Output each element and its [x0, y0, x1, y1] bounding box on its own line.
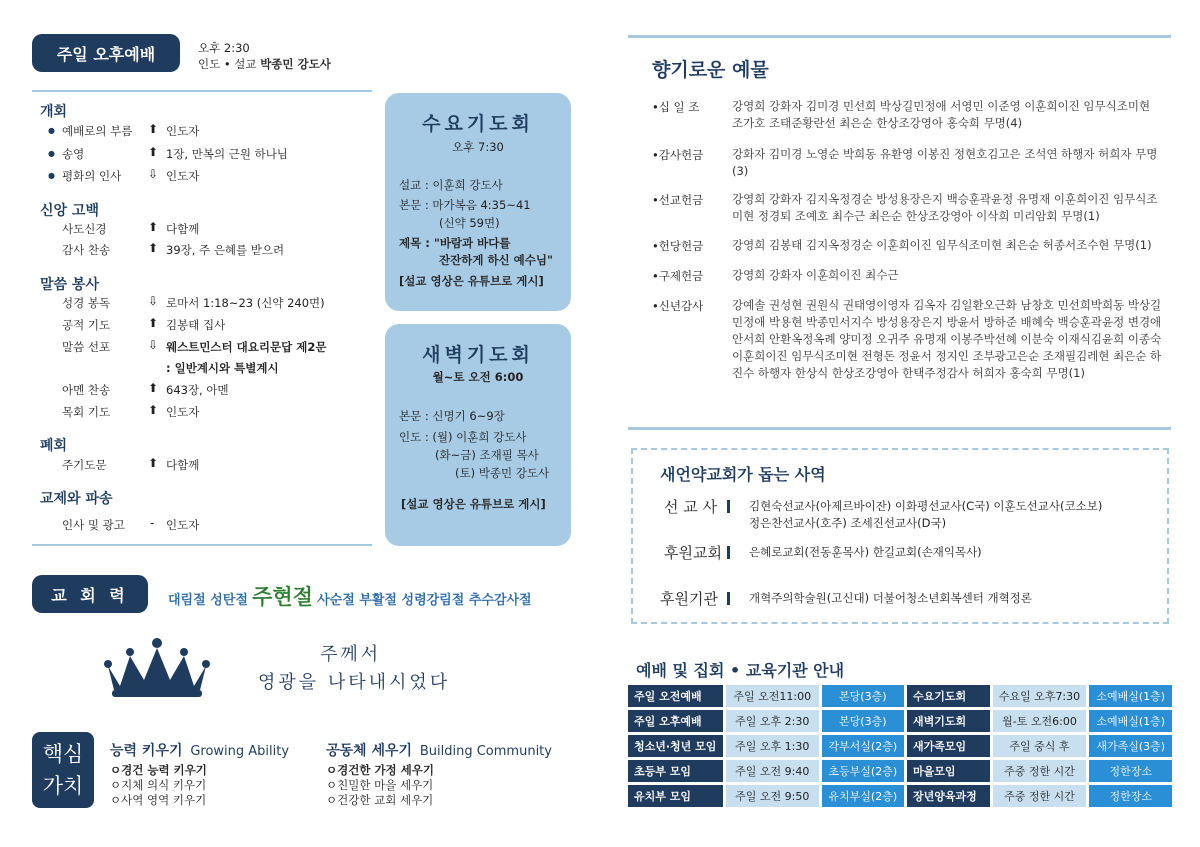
wednesday-text-2: (신약 59면) [439, 216, 500, 230]
prayer-label: 공적 기도 [62, 318, 111, 332]
pastoral-value: 인도자 [166, 405, 200, 419]
prayer-mark: ⬆ [148, 316, 159, 330]
schedule-cell: 소예배실(1층) [1089, 710, 1172, 732]
sermon-mark: ⇩ [148, 338, 159, 352]
schedule-title: 예배 및 집회 • 교육기관 안내 [636, 661, 845, 680]
reading-mark: ⇩ [148, 294, 159, 308]
section-creed: 신앙 고백 [40, 203, 99, 219]
dedication-names: 강영희 김봉태 김지옥정경순 이훈희이진 임무식조미현 최은순 허종서조수현 무명(1) [732, 238, 1152, 252]
value-a-3: ㅇ사역 영역 키우기 [110, 793, 207, 807]
amen-mark: ⬆ [148, 381, 159, 395]
welcome-value: 인도자 [166, 124, 200, 138]
missionary-line-2: 정은찬선교사(호주) 조세진선교사(D국) [749, 516, 947, 530]
pastoral-label: 목회 기도 [62, 405, 111, 419]
divider-bottom-left [32, 544, 372, 546]
praise-mark: ⬆ [148, 241, 159, 255]
supported-church-label: 후원교회 [664, 544, 722, 562]
lords-label: 주기도문 [62, 458, 107, 472]
schedule-cell: 청소년·청년 모임 [628, 735, 723, 757]
schedule-cell: 새가족실(3층) [1089, 735, 1172, 757]
value-b-2: ㅇ친밀한 마을 세우기 [326, 778, 434, 792]
schedule-cell: 주일 오후 2:30 [726, 710, 819, 732]
praise-label: 감사 찬송 [62, 243, 111, 257]
schedule-cell: 초등부실(2층) [822, 760, 905, 782]
wednesday-text: 본문 : 마가복음 4:35~41 [399, 198, 531, 212]
sermon-value: 웨스트민스터 대요리문답 제2문 [166, 340, 327, 354]
wednesday-topic: 제목 : "바람과 바다를 [399, 236, 511, 250]
sunday-pm-title: 주일 오후예배 [56, 44, 156, 64]
missionary-bar [727, 500, 730, 513]
dawn-lead-1: 인도 : (월) 이훈희 강도사 [399, 430, 527, 444]
wednesday-topic-2: 잔잔하게 하신 예수님" [439, 253, 553, 267]
wednesday-title: 수요기도회 [422, 113, 534, 135]
wednesday-box [385, 93, 571, 311]
schedule-cell: 본당(3층) [822, 710, 905, 732]
thanks-names: 강화자 김미경 노영순 박희동 유환영 이봉진 정현호김고은 조석연 하행자 허희자 무명(3) [732, 147, 1158, 178]
creed-value: 다함께 [166, 222, 200, 236]
season-current: 주현절 [252, 585, 313, 609]
schedule-cell: 유치부실(2층) [822, 785, 905, 807]
schedule-cell: 정한장소 [1089, 760, 1172, 782]
greet-mark: - [150, 516, 155, 530]
newyear-label: •신년감사 [652, 299, 704, 313]
schedule-cell: 월-토 오전6:00 [993, 710, 1087, 732]
schedule-cell: 주일 오전 9:50 [726, 785, 819, 807]
value-b-heading [326, 740, 552, 760]
missionary-line-1: 김현숙선교사(아제르바이잔) 이화평선교사(C국) 이훈도선교사(코소보) [749, 499, 1103, 513]
schedule-cell: 초등부 모임 [628, 760, 723, 782]
schedule-cell: 본당(3층) [822, 685, 905, 707]
value-b-english: Building Community [419, 744, 552, 759]
table-row [628, 735, 1172, 757]
missions-title: 새언약교회가 돕는 사역 [660, 465, 826, 484]
dawn-text: 본문 : 신명기 6~9장 [399, 409, 505, 423]
dawn-lead-2: (화~금) 조재필 목사 [435, 448, 539, 462]
wednesday-preacher: 설교 : 이훈희 강도사 [399, 178, 503, 192]
core-values-badge [32, 732, 94, 808]
section-word: 말씀 봉사 [40, 277, 99, 293]
dawn-time: 월~토 오전 6:00 [432, 370, 524, 384]
schedule-cell: 주일 오후 1:30 [726, 735, 819, 757]
schedule-cell: 정한장소 [1089, 785, 1172, 807]
schedule-cell: 주중 정한 시간 [993, 760, 1087, 782]
slogan-line-1: 주께서 [320, 644, 382, 665]
value-a-title: 능력 키우기 [110, 743, 183, 759]
schedule-table [625, 682, 1175, 810]
dawn-note: [설교 영상은 유튜브로 게시] [401, 497, 546, 511]
schedule-cell: 새벽기도회 [907, 710, 990, 732]
slogan-line-2: 영광을 나타내시었다 [258, 672, 451, 693]
divider-mid-right [628, 427, 1171, 430]
schedule-cell: 새가족모임 [907, 735, 990, 757]
praise-value: 39장, 주 은혜를 받으려 [166, 243, 285, 257]
schedule-cell: 주일 오전11:00 [726, 685, 819, 707]
welcome-label: ● 예배로의 부름 [62, 123, 132, 139]
mission-offering-label: •선교헌금 [652, 193, 704, 207]
wednesday-note: [설교 영상은 유튜브로 게시] [399, 274, 544, 288]
greet-value: 인도자 [166, 518, 200, 532]
schedule-cell: 주일 중식 후 [993, 735, 1087, 757]
supported-church-text: 은혜로교회(전동훈목사) 한길교회(손재익목사) [749, 545, 982, 559]
table-row [628, 785, 1172, 807]
officiant-prefix: 인도 • 설교 [198, 57, 257, 71]
amen-value: 643장, 아멘 [166, 383, 229, 397]
section-fellowship: 교제와 파송 [40, 491, 113, 507]
sermon-label: 말씀 선포 [62, 340, 111, 354]
supported-org-label: 후원기관 [660, 590, 718, 608]
schedule-cell: 각부서실(2층) [822, 735, 905, 757]
sunday-pm-title-pill [32, 34, 180, 72]
wednesday-time: 오후 7:30 [452, 140, 504, 154]
value-a-english: Growing Ability [190, 744, 290, 759]
thanks-label: •감사헌금 [652, 148, 704, 162]
value-b-3: ㅇ건강한 교회 세우기 [326, 793, 434, 807]
hymn-value: 1장, 만복의 근원 하나님 [166, 147, 288, 161]
dawn-lead-3: (토) 박종민 강도사 [455, 466, 550, 480]
peace-value: 인도자 [166, 169, 200, 183]
hymn-label: ● 송영 [62, 146, 84, 162]
creed-mark: ⬆ [148, 220, 159, 234]
schedule-cell: 주일 오후예배 [628, 710, 723, 732]
schedule-cell: 주일 오전예배 [628, 685, 723, 707]
tithe-label: •십 일 조 [652, 100, 700, 114]
divider-top-left [32, 90, 372, 92]
season-before: 대림절 성탄절 [168, 593, 248, 608]
supported-org-bar [727, 592, 730, 605]
core-values-title-2: 가치 [42, 774, 84, 798]
prayer-value: 김봉태 집사 [166, 318, 226, 332]
value-b-title: 공동체 세우기 [326, 743, 413, 759]
value-a-2: ㅇ지체 의식 키우기 [110, 778, 207, 792]
dawn-box [385, 324, 571, 546]
mission-offering-names: 강영희 강화자 김지옥정경순 방성용장은지 백승훈곽윤정 유명재 이훈희이진 임무식조미현 정경퇴 조예호 최수근 최은순 한상조강영아 이삭희 미리암회 무명(1) [732, 192, 1158, 223]
welcome-mark: ⬆ [148, 122, 159, 136]
table-row [628, 685, 1172, 707]
dedication-label: •헌당헌금 [652, 239, 704, 253]
dawn-title: 새벽기도회 [422, 344, 534, 366]
table-row [628, 760, 1172, 782]
hymn-mark: ⬆ [148, 145, 159, 159]
value-a-heading [110, 740, 289, 760]
schedule-cell: 수요일 오후7:30 [993, 685, 1087, 707]
sunday-pm-officiant [198, 56, 331, 72]
calendar-title: 교 회 력 [51, 585, 129, 605]
supported-org-text: 개혁주의학술원(고신대) 더불어청소년회복센터 개혁정론 [749, 591, 1032, 605]
schedule-cell: 수요기도회 [907, 685, 990, 707]
offerings-title: 향기로운 예물 [652, 59, 769, 81]
value-a-1: ㅇ경건 능력 키우기 [110, 763, 207, 777]
missionary-label: 선 교 사 [664, 498, 718, 516]
section-closing: 폐회 [40, 438, 68, 454]
calendar-seasons [168, 581, 532, 611]
divider-top-right [628, 35, 1171, 38]
season-after: 사순절 부활절 성령강림절 추수감사절 [317, 593, 532, 608]
peace-mark: ⇩ [148, 167, 159, 181]
core-values-title-1: 핵심 [42, 742, 84, 766]
supported-church-bar [727, 546, 730, 559]
lords-mark: ⬆ [148, 456, 159, 470]
amen-label: 아멘 찬송 [62, 383, 111, 397]
schedule-cell: 마을모임 [907, 760, 990, 782]
sunday-pm-time: 오후 2:30 [198, 41, 250, 55]
relief-label: •구제헌금 [652, 269, 704, 283]
crown-icon [100, 636, 214, 698]
reading-value: 로마서 1:18~23 (신약 240면) [166, 296, 325, 310]
table-row [628, 710, 1172, 732]
newyear-names: 강예솔 권성현 권원식 권태영이영자 김옥자 김일환오근화 남창호 민선희박희동 박상길민정애 박용현 박종민서지수 방성용장은지 방윤서 방하준 배혜숙 백승훈곽윤정 변경애 안서희 안환옥정옥례 양미정 오귀주 유명재 이봉주박선혜 이분숙 이재식김윤희 이종숙 이훈희이진 임무식조미현 전형돈 정윤서 정지인 조부광고은순 조재필김레현 최은순 하진수 하행자 한상식 한상조강영아 한택주정감사 허희자 홍숙희 무명(1) [732, 298, 1162, 380]
value-b-1: ㅇ경건한 가정 세우기 [326, 763, 434, 777]
schedule-cell: 주일 오전 9:40 [726, 760, 819, 782]
calendar-title-pill [32, 575, 148, 613]
reading-label: 성경 봉독 [62, 296, 111, 310]
relief-names: 강영희 강화자 이훈희이진 최수근 [732, 268, 899, 282]
officiant-name: 박종민 강도사 [260, 57, 331, 71]
schedule-cell: 주중 정한 시간 [993, 785, 1087, 807]
schedule-cell: 장년양육과정 [907, 785, 990, 807]
section-opening: 개회 [40, 104, 68, 120]
peace-label: ● 평화의 인사 [62, 168, 121, 184]
schedule-cell: 유치부 모임 [628, 785, 723, 807]
schedule-cell: 소예배실(1층) [1089, 685, 1172, 707]
pastoral-mark: ⬆ [148, 403, 159, 417]
creed-label: 사도신경 [62, 222, 107, 236]
sermon-value-2: : 일반계시와 특별계시 [166, 361, 279, 375]
greet-label: 인사 및 광고 [62, 518, 125, 532]
lords-value: 다함께 [166, 458, 200, 472]
tithe-names: 강영희 강화자 김미경 민선희 박상길민정애 서영민 이준영 이훈희이진 임무식조미현 조가호 조태준황란선 최은순 한상조강영아 홍숙희 무명(4) [732, 99, 1151, 130]
